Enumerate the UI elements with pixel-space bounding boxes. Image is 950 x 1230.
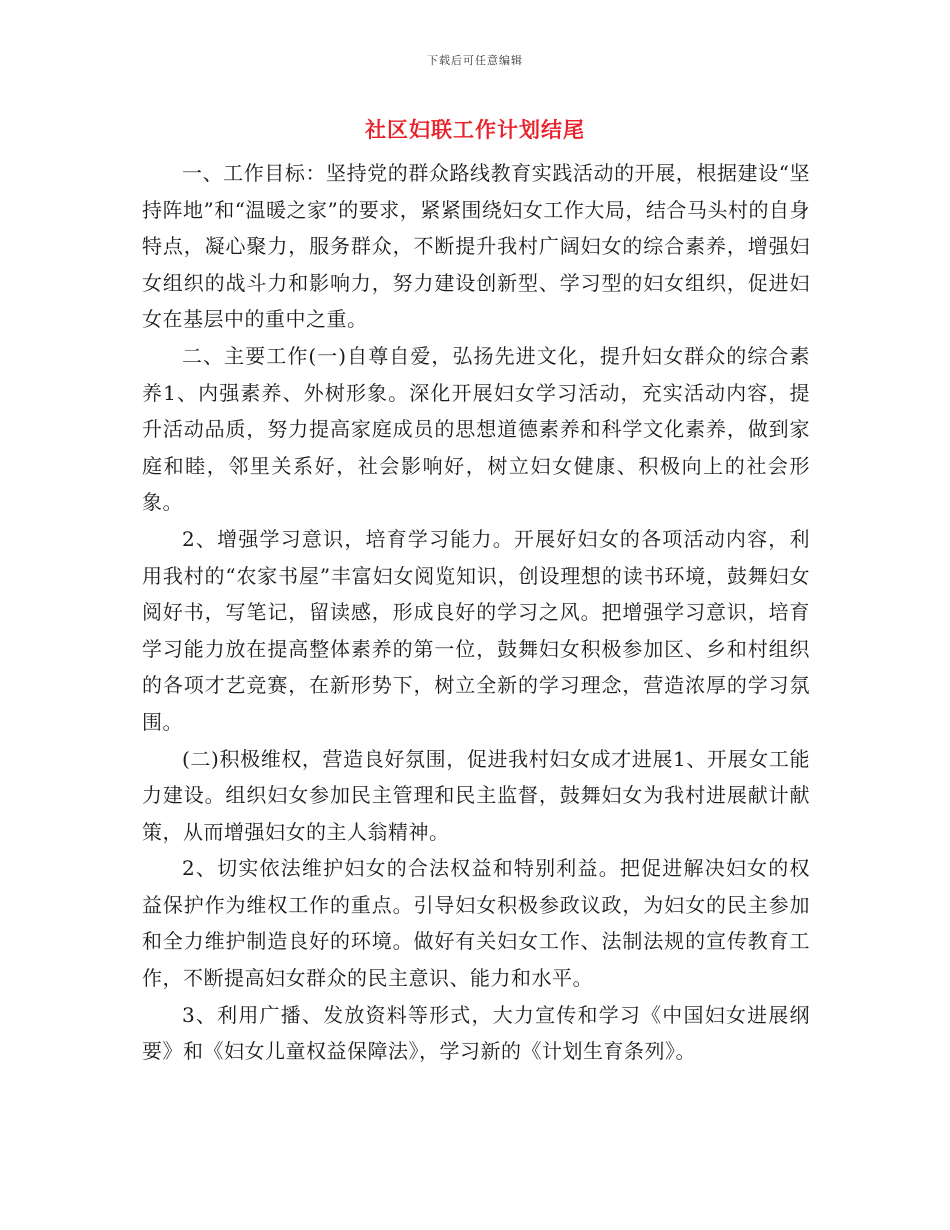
paragraph-publicity: 3、利用广播、发放资料等形式，大力宣传和学习《中国妇女进展纲要》和《妇女儿童权益保障法》，学习新的《计划生育条列》。 (142, 1002, 810, 1064)
paragraph-main-work: 二、主要工作(一)自尊自爱，弘扬先进文化，提升妇女群众的综合素养1、内强素养、外树形象。深化开展妇女学习活动，充实活动内容，提升活动品质，努力提高家庭成员的思想道德素养和科学文化素养，做到家庭和睦，邻里关系好，社会影响好，树立妇女健康、积极向上的社会形象。 (142, 343, 810, 515)
document-title: 社区妇联工作计划结尾 (365, 117, 585, 142)
paragraph-work-goals: 一、工作目标：坚持党的群众路线教育实践活动的开展，根据建设“坚持阵地”和“温暖之家”的要求，紧紧围绕妇女工作大局，结合马头村的自身特点，凝心聚力，服务群众，不断提升我村广阔妇女的综合素养，增强妇女组织的战斗力和影响力，努力建设创新型、学习型的妇女组织，促进妇女在基层中的重中之重。 (142, 161, 810, 332)
header-note: 下载后可任意编辑 (427, 54, 523, 67)
document-body (142, 155, 810, 1070)
paragraph-learning-awareness: 2、增强学习意识，培育学习能力。开展好妇女的各项活动内容，利用我村的“农家书屋”丰富妇女阅览知识，创设理想的读书环境，鼓舞妇女阅好书，写笔记，留读感，形成良好的学习之风。把增强学习意识，培育学习能力放在提高整体素养的第一位，鼓舞妇女积极参加区、乡和村组织的各项才艺竞赛，在新形势下，树立全新的学习理念，营造浓厚的学习氛围。 (142, 526, 810, 734)
paragraph-legal-rights: 2、切实依法维护妇女的合法权益和特别利益。把促进解决妇女的权益保护作为维权工作的重点。引导妇女积极参政议政，为妇女的民主参加和全力维护制造良好的环境。做好有关妇女工作、法制法规的宣传教育工作，不断提高妇女群众的民主意识、能力和水平。 (142, 856, 810, 991)
paragraph-rights-protection: (二)积极维权，营造良好氛围，促进我村妇女成才进展1、开展女工能力建设。组织妇女参加民主管理和民主监督，鼓舞妇女为我村进展献计献策，从而增强妇女的主人翁精神。 (142, 746, 810, 844)
